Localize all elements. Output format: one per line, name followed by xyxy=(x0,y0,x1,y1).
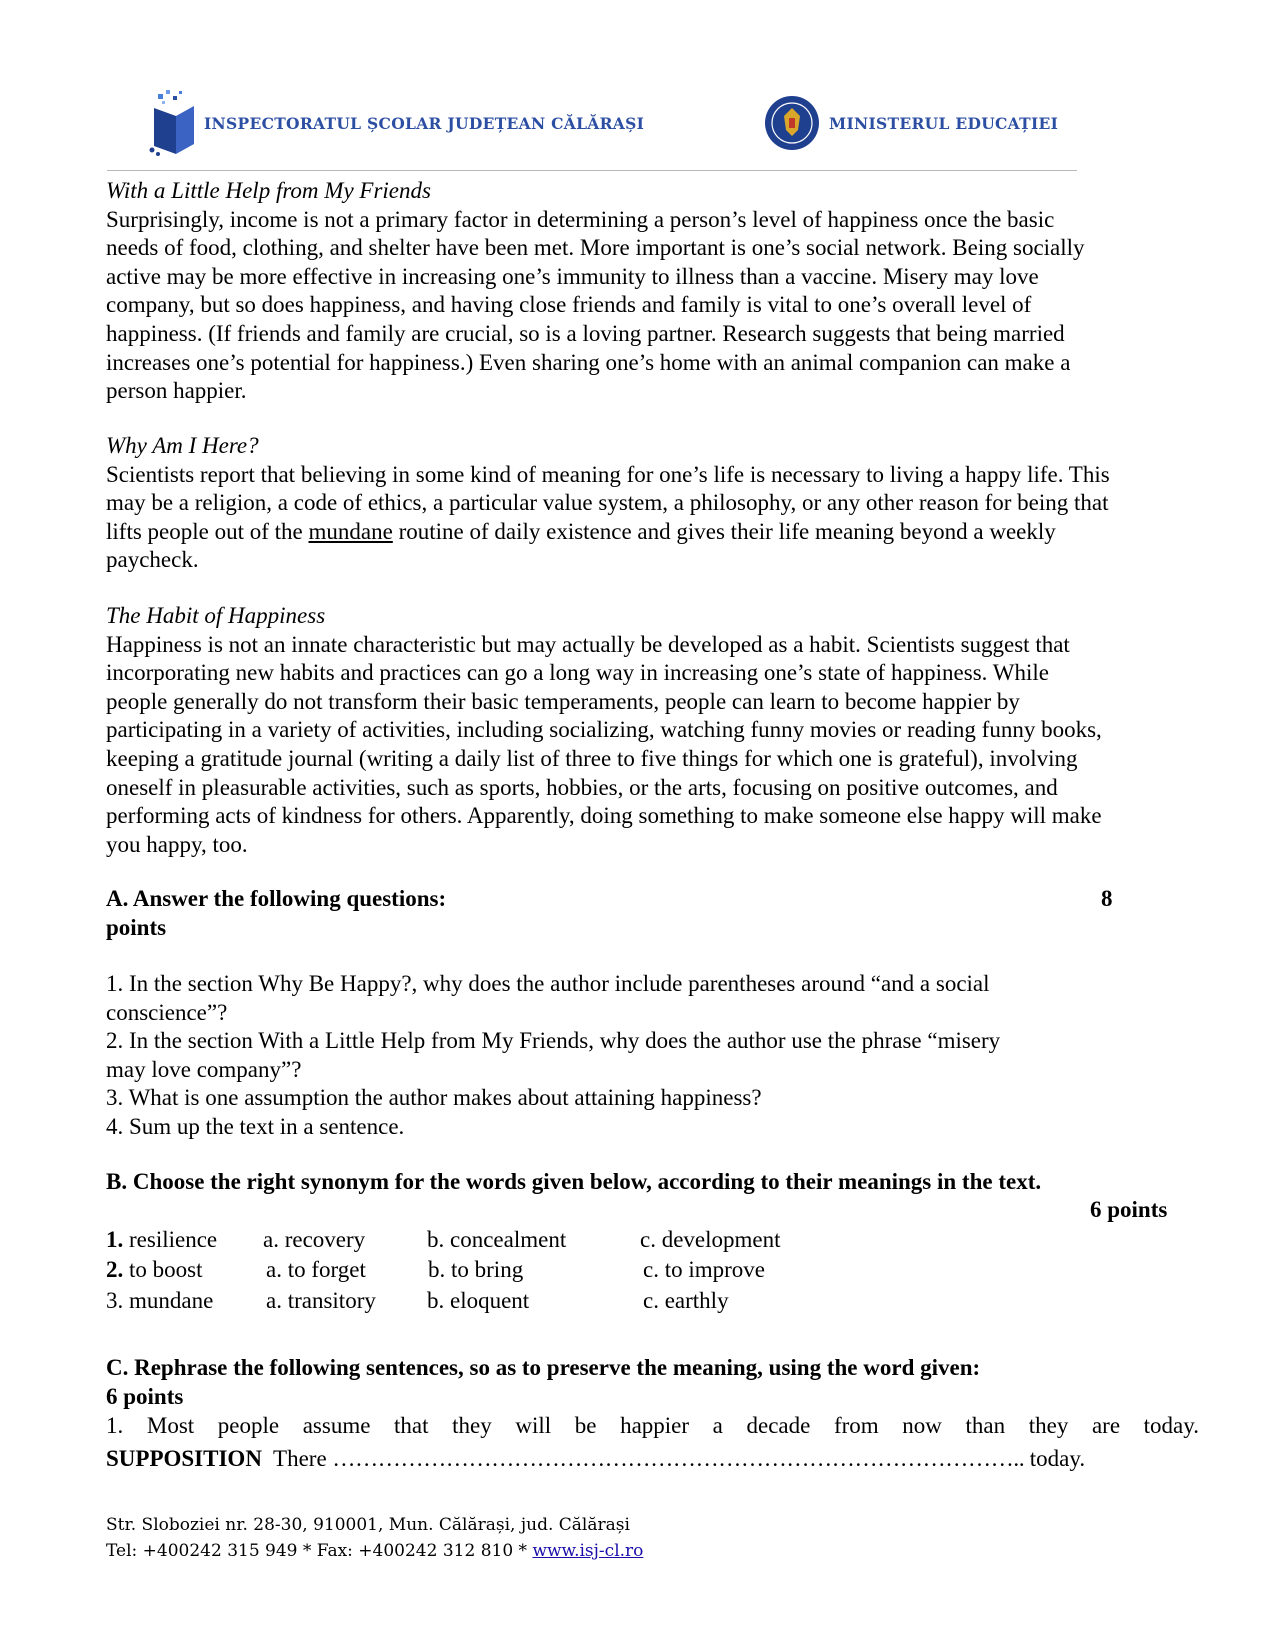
answer-end: today. xyxy=(1029,1446,1086,1471)
option-b: b. concealment xyxy=(427,1227,567,1252)
friends-section xyxy=(106,177,1085,406)
exercise-c-heading: C. Rephrase the following sentences, so as to preserve the meaning, using the word given: xyxy=(106,1355,981,1380)
option-a: a. to forget xyxy=(266,1257,366,1282)
question-line: 4. Sum up the text in a sentence. xyxy=(106,1113,405,1139)
paragraph-line: incorporating new habits and practices can go a long way in increasing one’s state of happiness. While xyxy=(106,660,1049,686)
paragraph-line: oneself in pleasurable activities, such as sports, hobbies, or the arts, focusing on positive outcomes, and xyxy=(106,774,1058,800)
keyword: SUPPOSITION xyxy=(106,1446,262,1471)
item-word: to boost xyxy=(123,1257,203,1282)
paragraph-line: may be a religion, a code of ethics, a particular value system, a philosophy, or any other reason for being that xyxy=(106,490,1109,516)
synonym-word xyxy=(106,1256,202,1284)
item-number: 2. xyxy=(106,1257,124,1282)
text-run: lifts people out of the xyxy=(106,518,309,544)
header-divider xyxy=(107,170,1077,171)
question-line: 2. In the section With a Little Help from My Friends, why does the author use the phrase “misery xyxy=(106,1028,1001,1054)
ministry-org-name: MINISTERUL EDUCAȚIEI xyxy=(829,113,1059,133)
isj-book-logo-icon xyxy=(148,88,200,158)
option-c: c. to improve xyxy=(643,1257,765,1282)
section-title-why: Why Am I Here? xyxy=(106,433,259,458)
paragraph-line xyxy=(106,518,1110,547)
question-line: may love company”? xyxy=(106,1056,302,1082)
exercise-a-heading: A. Answer the following questions: xyxy=(106,886,447,911)
ministry-seal-icon xyxy=(763,94,821,152)
isj-org-name: INSPECTORATUL ȘCOLAR JUDEȚEAN CĂLĂRAȘI xyxy=(204,113,645,133)
ministry-logo-block xyxy=(763,93,1058,153)
item-word: 3. mundane xyxy=(106,1288,214,1313)
contact-text: Tel: +400242 315 949 * Fax: +400242 312 810 * xyxy=(106,1541,533,1561)
question-line: 1. In the section Why Be Happy?, why does the author include parentheses around “and a social xyxy=(106,971,990,996)
paragraph-line: Scientists report that believing in some kind of meaning for one’s life is necessary to living a happy life. This xyxy=(106,461,1110,487)
footer-contact xyxy=(106,1538,643,1564)
why-section xyxy=(106,432,1110,575)
paragraph-line: person happier. xyxy=(106,378,247,404)
answer-start: There xyxy=(261,1446,333,1471)
synonym-word xyxy=(106,1287,213,1315)
paragraph-line: happiness. (If friends and family are crucial, so is a loving partner. Research suggests that being married xyxy=(106,320,1065,346)
exercise-a-points-word: points xyxy=(106,915,167,940)
question-line: 3. What is one assumption the author makes about attaining happiness? xyxy=(106,1085,762,1111)
item-word: resilience xyxy=(123,1227,218,1252)
paragraph-line: needs of food, clothing, and shelter have been met. More important is one’s social network. Being socially xyxy=(106,235,1085,261)
exercise-c-points: 6 points xyxy=(106,1384,184,1409)
paragraph-line: performing acts of kindness for others. Apparently, doing something to make someone else happy will make xyxy=(106,803,1102,829)
item-number: 1. xyxy=(106,1227,124,1252)
paragraph-line: keeping a gratitude journal (writing a daily list of three to five things for which one is grateful), involving xyxy=(106,745,1078,771)
exercise-a-points-number: 8 xyxy=(1101,886,1113,911)
option-a: a. recovery xyxy=(263,1227,366,1252)
website-link[interactable]: www.isj-cl.ro xyxy=(532,1541,644,1561)
text-run: routine of daily existence and gives their life meaning beyond a weekly xyxy=(392,518,1056,544)
rephrase-sentence: 1. Most people assume that they will be happier a decade from now than they are today. xyxy=(106,1413,1199,1438)
paragraph-line: Surprisingly, income is not a primary factor in determining a person’s level of happiness once the basic xyxy=(106,206,1055,232)
paragraph-line: Happiness is not an innate characteristic but may actually be developed as a habit. Scientists suggest that xyxy=(106,631,1070,657)
option-c: c. earthly xyxy=(643,1288,729,1313)
isj-logo-block xyxy=(148,88,644,158)
habit-section xyxy=(106,602,1102,859)
synonym-word xyxy=(106,1226,217,1254)
paragraph-line: active may be more effective in increasing one’s immunity to illness than a vaccine. Misery may love xyxy=(106,263,1039,289)
exercise-a-questions xyxy=(106,970,1000,1142)
paragraph-line: people generally do not transform their basic temperaments, people can learn to become happier by xyxy=(106,688,1020,714)
footer xyxy=(106,1512,643,1564)
footer-address: Str. Sloboziei nr. 28-30, 910001, Mun. Călărași, jud. Călărași xyxy=(106,1515,630,1535)
section-title-friends: With a Little Help from My Friends xyxy=(106,178,431,203)
paragraph-line: increases one’s potential for happiness.) Even sharing one’s home with an animal companion can make a xyxy=(106,349,1071,375)
option-a: a. transitory xyxy=(266,1288,376,1313)
option-c: c. development xyxy=(640,1227,781,1252)
paragraph-line: company, but so does happiness, and having close friends and family is vital to one’s overall level of xyxy=(106,292,1032,318)
underlined-word-mundane: mundane xyxy=(308,518,393,544)
exercise-b-heading: B. Choose the right synonym for the words given below, according to their meanings in the text. xyxy=(106,1169,1042,1194)
section-title-habit: The Habit of Happiness xyxy=(106,603,326,628)
rephrase-answer-line xyxy=(106,1445,1085,1474)
paragraph-line: paycheck. xyxy=(106,547,199,573)
option-b: b. to bring xyxy=(428,1257,524,1282)
paragraph-line: participating in a variety of activities, including socializing, watching funny movies or reading funny books, xyxy=(106,717,1102,743)
answer-blank[interactable]: ……………………………………………………………………………….. xyxy=(332,1446,1030,1471)
exercise-b-points: 6 points xyxy=(1090,1197,1168,1222)
paragraph-line: you happy, too. xyxy=(106,831,248,857)
question-line: conscience”? xyxy=(106,999,228,1025)
option-b: b. eloquent xyxy=(427,1288,530,1313)
